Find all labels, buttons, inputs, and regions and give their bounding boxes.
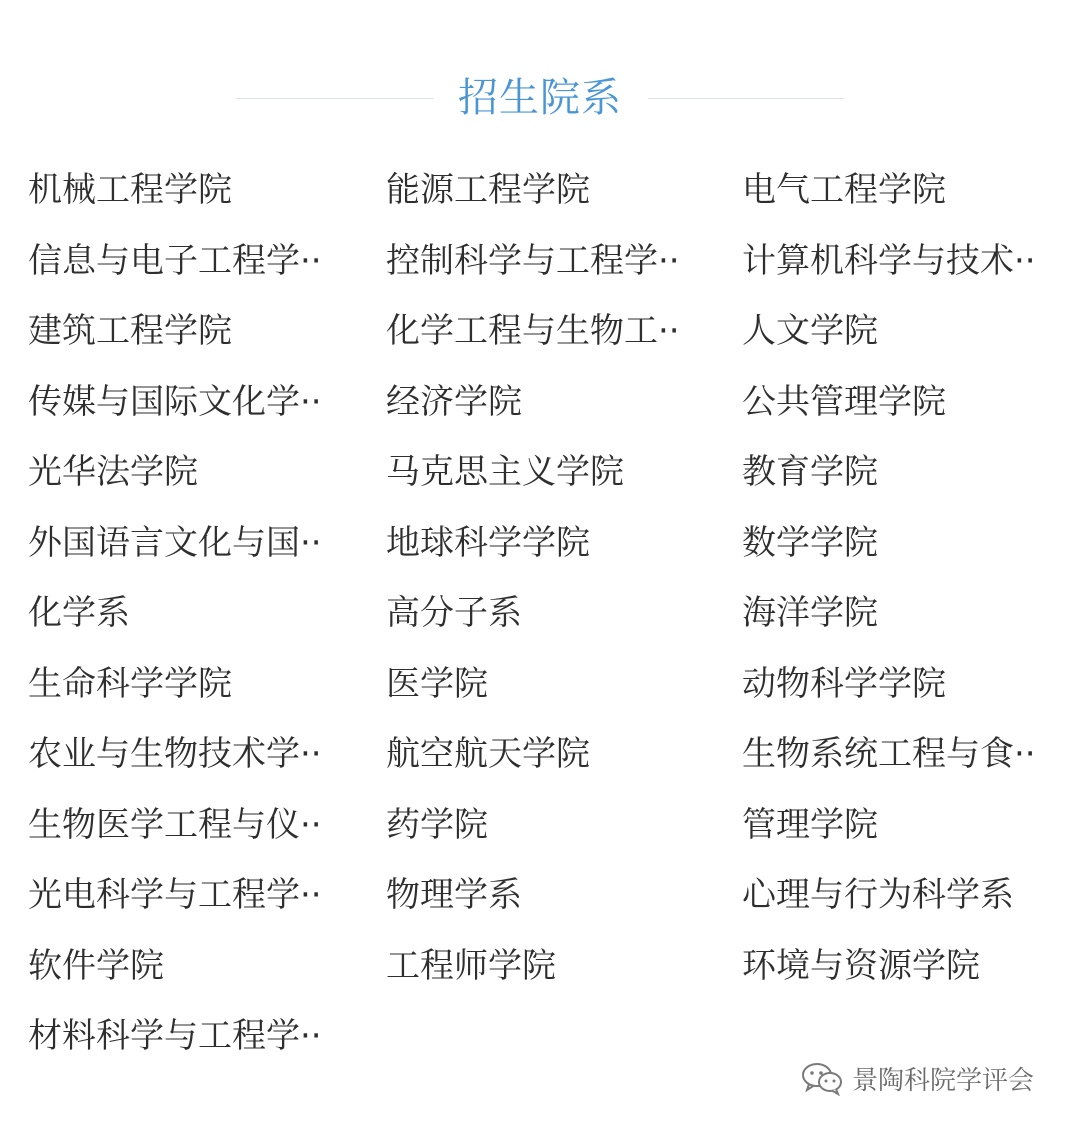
department-item[interactable]: 软件学院 [28,945,164,986]
department-item[interactable]: 材料科学与工程学·· [28,1016,322,1056]
department-item[interactable]: 化学工程与生物工·· [386,311,680,351]
page-title: 招生院系 [458,75,622,121]
section-header [0,70,1080,130]
department-item[interactable]: 海洋学院 [742,593,878,633]
header-divider-right [648,98,844,99]
wechat-icon [800,1060,844,1096]
department-item[interactable]: 人文学院 [742,311,878,351]
department-item[interactable]: 农业与生物技术学·· [28,734,322,774]
department-item[interactable]: 马克思主义学院 [386,452,624,492]
department-item[interactable]: 光华法学院 [28,452,198,492]
watermark-text: 景陶科院学评会 [852,1065,1035,1096]
department-item[interactable]: 信息与电子工程学·· [28,240,322,281]
department-item[interactable]: 化学系 [28,593,130,633]
department-item[interactable]: 航空航天学院 [386,734,590,774]
department-item[interactable]: 医学院 [386,663,488,704]
department-item[interactable]: 管理学院 [742,804,878,845]
department-item[interactable]: 机械工程学院 [28,170,232,210]
department-item[interactable]: 公共管理学院 [742,381,946,422]
department-item[interactable]: 外国语言文化与国·· [28,522,322,563]
department-item[interactable]: 药学院 [386,804,488,845]
department-item[interactable]: 传媒与国际文化学·· [28,381,322,422]
department-item[interactable]: 经济学院 [386,381,522,422]
department-item[interactable]: 数学学院 [742,522,878,563]
department-item[interactable]: 高分子系 [386,593,522,633]
department-item[interactable]: 动物科学学院 [742,663,946,704]
department-item[interactable]: 生物系统工程与食·· [742,734,1036,774]
department-item[interactable]: 环境与资源学院 [742,945,980,986]
department-item[interactable]: 光电科学与工程学·· [28,875,322,915]
department-item[interactable]: 生物医学工程与仪·· [28,804,322,845]
department-item[interactable]: 地球科学学院 [386,522,590,563]
department-item[interactable]: 计算机科学与技术·· [742,240,1036,281]
department-item[interactable]: 教育学院 [742,452,878,492]
department-item[interactable]: 控制科学与工程学·· [386,240,680,281]
department-item[interactable]: 工程师学院 [386,945,556,986]
watermark [800,1058,1034,1098]
department-item[interactable]: 物理学系 [386,875,522,915]
department-item[interactable]: 建筑工程学院 [28,311,232,351]
department-item[interactable]: 心理与行为科学系 [742,875,1014,915]
department-item[interactable]: 能源工程学院 [386,170,590,210]
department-item[interactable]: 电气工程学院 [742,170,946,210]
department-item[interactable]: 生命科学学院 [28,663,232,704]
